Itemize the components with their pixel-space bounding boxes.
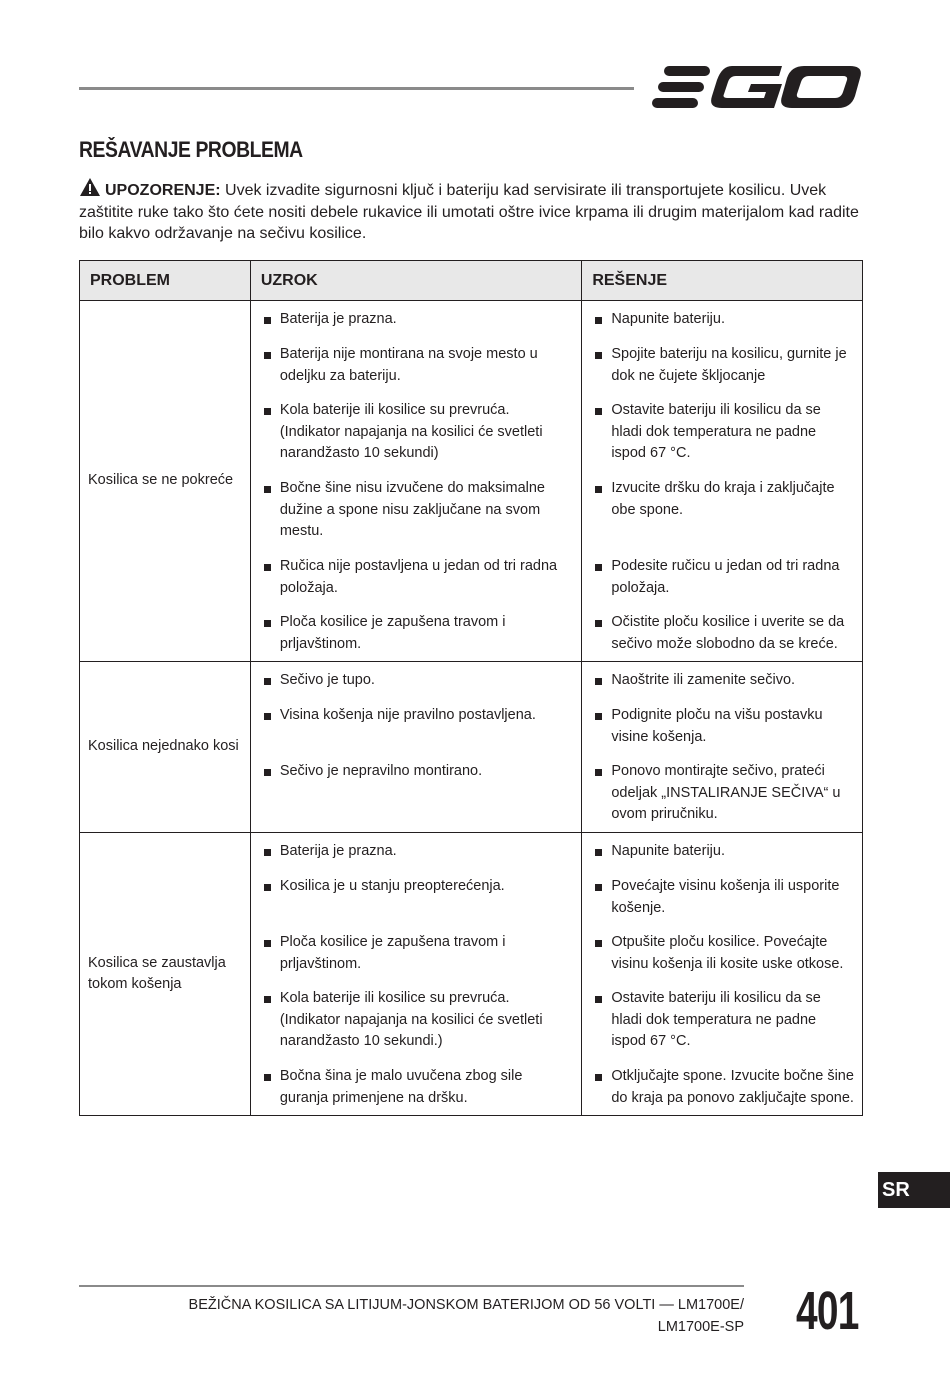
- solution-list-item: Otključajte spone. Izvucite bočne šine do kraja pa ponovo zaključajte spone.: [592, 1066, 854, 1109]
- cause-list: [261, 841, 574, 1109]
- cause-list-item: Bočne šine nisu izvučene do maksimalne dužine a spone nisu zaključane na svom mestu.: [261, 478, 574, 543]
- solution-list-item: Napunite bateriju.: [592, 309, 854, 331]
- solution-list-item: Otpušite ploču kosilice. Povećajte visinu košenja ili kosite uske otkose.: [592, 932, 854, 975]
- solution-list: [592, 309, 854, 655]
- cause-list-item: Sečivo je tupo.: [261, 670, 574, 692]
- header-problem: PROBLEM: [80, 261, 251, 301]
- solution-list-item: Podignite ploču na višu postavku visine košenja.: [592, 705, 854, 748]
- solution-list-item: Podesite ručicu u jedan od tri radna položaja.: [592, 556, 854, 599]
- solution-cell: [582, 662, 863, 833]
- cause-cell: [250, 662, 582, 833]
- solution-list-item: Ostavite bateriju ili kosilicu da se hladi dok temperatura ne padne ispod 67 °C.: [592, 400, 854, 465]
- solution-list-item: Očistite ploču kosilice i uverite se da sečivo može slobodno da se kreće.: [592, 612, 854, 655]
- warning-text: Uvek izvadite sigurnosni ključ i bateriju kad servisirate ili transportujete kosilicu. Uvek zaštitite ruke tako što ćete nositi debele rukavice ili umotati oštre ivice krpama ili drugim materijalom kad radite bilo kakvo održavanje na sečivu kosilice.: [79, 182, 859, 242]
- page-number: 401: [796, 1281, 859, 1341]
- cause-list-item: Kosilica je u stanju preopterećenja.: [261, 876, 574, 919]
- cause-list: [261, 309, 574, 655]
- solution-list-item: Ostavite bateriju ili kosilicu da se hladi dok temperatura ne padne ispod 67 °C.: [592, 988, 854, 1053]
- troubleshooting-table: [79, 260, 863, 1116]
- header-solution: REŠENJE: [582, 261, 863, 301]
- problem-cell: Kosilica nejednako kosi: [80, 662, 251, 833]
- table-row: [80, 833, 863, 1116]
- warning-paragraph: [79, 177, 869, 245]
- cause-list: [261, 670, 574, 826]
- language-tab: SR: [878, 1172, 950, 1208]
- warning-label: UPOZORENJE:: [105, 182, 221, 199]
- footer-line: BEŽIČNA KOSILICA SA LITIJUM-JONSKOM BATERIJOM OD 56 VOLTI — LM1700E/: [188, 1297, 744, 1313]
- table-row: [80, 662, 863, 833]
- solution-cell: [582, 833, 863, 1116]
- cause-list-item: Baterija nije montirana na svoje mesto u odeljku za bateriju.: [261, 344, 574, 387]
- table-row: [80, 301, 863, 662]
- table-body: [80, 301, 863, 1116]
- cause-cell: [250, 833, 582, 1116]
- cause-list-item: Ručica nije postavljena u jedan od tri radna položaja.: [261, 556, 574, 599]
- cause-list-item: Visina košenja nije pravilno postavljena.: [261, 705, 574, 748]
- bottom-divider: [79, 1285, 744, 1287]
- solution-list-item: Povećajte visinu košenja ili usporite košenje.: [592, 876, 854, 919]
- solution-list-item: Napunite bateriju.: [592, 841, 854, 863]
- cause-cell: [250, 301, 582, 662]
- cause-list-item: Kola baterije ili kosilice su prevruća. (Indikator napajanja na kosilici će svetleti narandžasto 10 sekundi): [261, 400, 574, 465]
- table-header-row: [80, 261, 863, 301]
- solution-list: [592, 841, 854, 1109]
- warning-icon: [79, 177, 101, 197]
- problem-cell: Kosilica se zaustavlja tokom košenja: [80, 833, 251, 1116]
- solution-list: [592, 670, 854, 826]
- cause-list-item: Baterija je prazna.: [261, 841, 574, 863]
- solution-list-item: Spojite bateriju na kosilicu, gurnite je dok ne čujete škljocanje: [592, 344, 854, 387]
- cause-list-item: Bočna šina je malo uvučena zbog sile guranja primenjene na dršku.: [261, 1066, 574, 1109]
- footer-title: [189, 1294, 744, 1338]
- cause-list-item: Sečivo je nepravilno montirano.: [261, 761, 574, 826]
- solution-cell: [582, 301, 863, 662]
- solution-list-item: Naoštrite ili zamenite sečivo.: [592, 670, 854, 692]
- footer-line: LM1700E-SP: [657, 1319, 744, 1335]
- solution-list-item: Ponovo montirajte sečivo, prateći odeljak „INSTALIRANJE SEČIVA“ u ovom priručniku.: [592, 761, 854, 826]
- cause-list-item: Kola baterije ili kosilice su prevruća. (Indikator napajanja na kosilici će svetleti narandžasto 10 sekundi.): [261, 988, 574, 1053]
- page-title: REŠAVANJE PROBLEMA: [79, 137, 303, 162]
- solution-list-item: Izvucite dršku do kraja i zaključajte obe spone.: [592, 478, 854, 543]
- top-divider: [79, 87, 634, 90]
- header-cause: UZROK: [250, 261, 582, 301]
- problem-cell: Kosilica se ne pokreće: [80, 301, 251, 662]
- cause-list-item: Baterija je prazna.: [261, 309, 574, 331]
- cause-list-item: Ploča kosilice je zapušena travom i prljavštinom.: [261, 932, 574, 975]
- cause-list-item: Ploča kosilice je zapušena travom i prljavštinom.: [261, 612, 574, 655]
- ego-logo: [652, 64, 862, 110]
